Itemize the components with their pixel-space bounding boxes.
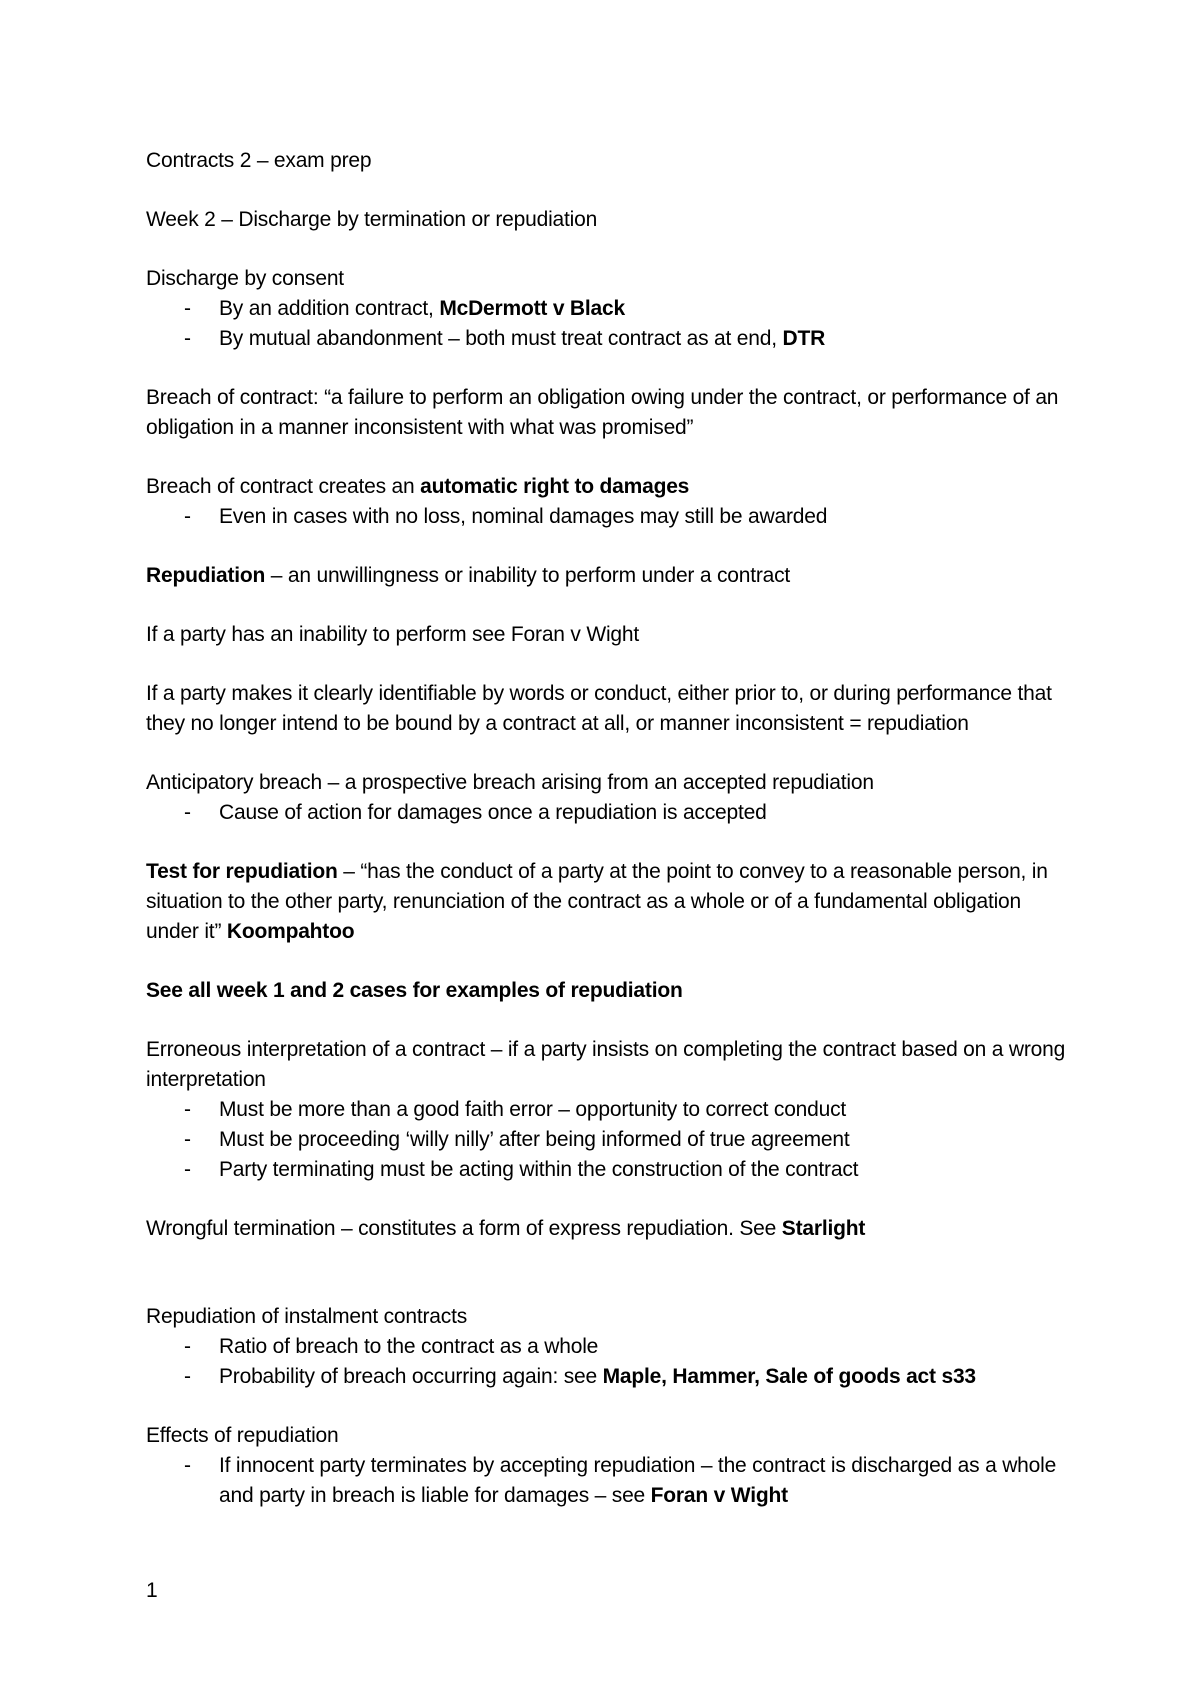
page-number: 1: [146, 1579, 158, 1602]
list-item: - Must be more than a good faith error – opportunity to correct conduct: [146, 1095, 1066, 1125]
case-name: Starlight: [781, 1217, 866, 1240]
repudiation-definition: Repudiation – an unwillingness or inability to perform under a contract: [146, 564, 791, 587]
test-for-repudiation-paragraph: Test for repudiation – “has the conduct of a party at the point to convey to a reasonable person, in situation to the other party, renunciation of the contract as a whole or of a fundamental obligation under it” Koompahtoo: [146, 860, 1048, 943]
list-item: - By mutual abandonment – both must treat contract as at end, DTR: [146, 324, 1066, 354]
case-name: DTR: [782, 327, 826, 350]
list-item: - Must be proceeding ‘willy nilly’ after being informed of true agreement: [146, 1125, 1066, 1155]
case-name: Koompahtoo: [226, 920, 355, 943]
instalment-list: [146, 1332, 1066, 1392]
week-heading: Week 2 – Discharge by termination or repudiation: [146, 208, 598, 231]
anticipatory-list: [146, 798, 1066, 828]
breach-definition: Breach of contract: “a failure to perform an obligation owing under the contract, or performance of an obligation in a manner inconsistent with what was promised”: [146, 386, 1059, 439]
list-item: - Ratio of breach to the contract as a whole: [146, 1332, 1066, 1362]
consent-list: [146, 294, 1066, 354]
wrongful-termination-paragraph: Wrongful termination – constitutes a form of express repudiation. See Starlight: [146, 1217, 866, 1240]
see-all-cases-note: See all week 1 and 2 cases for examples of repudiation: [146, 979, 683, 1002]
list-item: - If innocent party terminates by accepting repudiation – the contract is discharged as a whole and party in breach is liable for damages – see Foran v Wight: [146, 1451, 1066, 1511]
list-item: - Cause of action for damages once a repudiation is accepted: [146, 798, 1066, 828]
list-item: - By an addition contract, McDermott v Black: [146, 294, 1066, 324]
list-item: - Even in cases with no loss, nominal damages may still be awarded: [146, 502, 1066, 532]
automatic-right-paragraph: Breach of contract creates an automatic right to damages: [146, 475, 690, 498]
clearly-identifiable-paragraph: If a party makes it clearly identifiable by words or conduct, either prior to, or during performance that they no longer intend to be bound by a contract at all, or manner inconsistent = repudiation: [146, 682, 1052, 735]
effects-list: [146, 1451, 1066, 1511]
instalment-heading: Repudiation of instalment contracts: [146, 1305, 468, 1328]
inability-paragraph: If a party has an inability to perform see Foran v Wight: [146, 623, 640, 646]
case-name: Foran v Wight: [650, 1484, 788, 1507]
case-name: Maple, Hammer, Sale of goods act s33: [602, 1365, 976, 1388]
erroneous-interpretation-paragraph: Erroneous interpretation of a contract – if a party insists on completing the contract based on a wrong interpretation: [146, 1038, 1066, 1091]
list-item: - Probability of breach occurring again: see Maple, Hammer, Sale of goods act s33: [146, 1362, 1066, 1392]
list-item: - Party terminating must be acting within the construction of the contract: [146, 1155, 1066, 1185]
document-page: [146, 146, 1066, 1540]
anticipatory-breach-paragraph: Anticipatory breach – a prospective breach arising from an accepted repudiation: [146, 771, 874, 794]
consent-heading: Discharge by consent: [146, 267, 344, 290]
effects-heading: Effects of repudiation: [146, 1424, 339, 1447]
case-name: McDermott v Black: [439, 297, 625, 320]
erroneous-list: [146, 1095, 1066, 1185]
document-title: Contracts 2 – exam prep: [146, 149, 372, 172]
automatic-right-list: [146, 502, 1066, 532]
